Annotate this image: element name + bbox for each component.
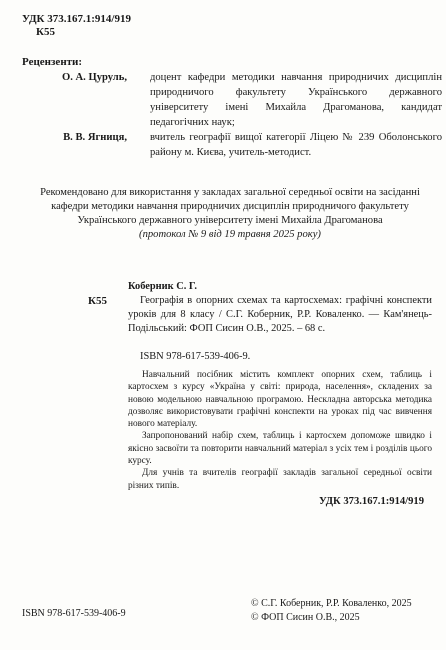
catalog-description: Географія в опорних схемах та картосхемах: графічні конспекти уроків для 8 класу / С.Г. Коберник, Р.Р. Коваленко. — Кам'янець-Подільський: ФОП Сисин О.В., 2025. – 68 с.	[128, 295, 432, 334]
copyright-block	[251, 597, 412, 625]
catalog-annotation	[128, 369, 432, 492]
copyright-line: © С.Г. Коберник, Р.Р. Коваленко, 2025	[251, 598, 412, 609]
recommendation-text: Рекомендовано для використання у закладах загальної середньої освіти на засіданні кафедри методики навчання природничих дисциплін природничого факультету Українського державного університету імені Михайла Драгоманова	[40, 187, 420, 226]
recommendation-protocol: (протокол № 9 від 19 травня 2025 року)	[139, 229, 321, 240]
footer-isbn: ISBN 978-617-539-406-9	[22, 608, 126, 619]
catalog-author: Коберник С. Г.	[128, 281, 197, 292]
reviewers-title: Рецензенти:	[22, 56, 83, 68]
author-index: К55	[36, 26, 55, 38]
reviewer-name: В. В. Ягниця,	[63, 132, 127, 143]
catalog-udk: УДК 373.167.1:914/919	[319, 496, 424, 507]
copyright-line: © ФОП Сисин О.В., 2025	[251, 612, 360, 623]
udk-header	[22, 13, 131, 39]
udk-code: УДК 373.167.1:914/919	[22, 13, 131, 25]
reviewer-name: О. А. Цуруль,	[61, 72, 127, 83]
reviewer-2	[22, 130, 442, 162]
reviewer-1	[22, 70, 442, 130]
catalog-isbn: ISBN 978-617-539-406-9.	[140, 351, 251, 362]
annotation-paragraph: Навчальний посібник містить комплект опорних схем, таблиць і картосхем з курсу «Україна у світі: природа, населення», складених за новою модельною навчальною програмою. Нескладна авторська методика дозволяє використовувати графічні конспекти на уроках під час вивчення нового матеріалу.	[128, 370, 432, 430]
reviewer-description: вчитель географії вищої категорії Ліцею № 239 Оболонського району м. Києва, учитель-методист.	[150, 132, 442, 158]
reviewer-description: доцент кафедри методики навчання природничих дисциплін природничого факультету Українського державного університету імені Михайла Драгоманова, кандидат педагогічних наук;	[150, 72, 442, 128]
recommendation	[40, 186, 420, 242]
annotation-paragraph: Для учнів та вчителів географії закладів загальної середньої освіти різних типів.	[128, 468, 432, 491]
catalog-index: К55	[88, 295, 107, 307]
annotation-paragraph: Запропонований набір схем, таблиць і картосхем допоможе швидко і якісно засвоїти та повторити навчальний матеріал з усіх тем і розділів цього курсу.	[128, 431, 432, 467]
